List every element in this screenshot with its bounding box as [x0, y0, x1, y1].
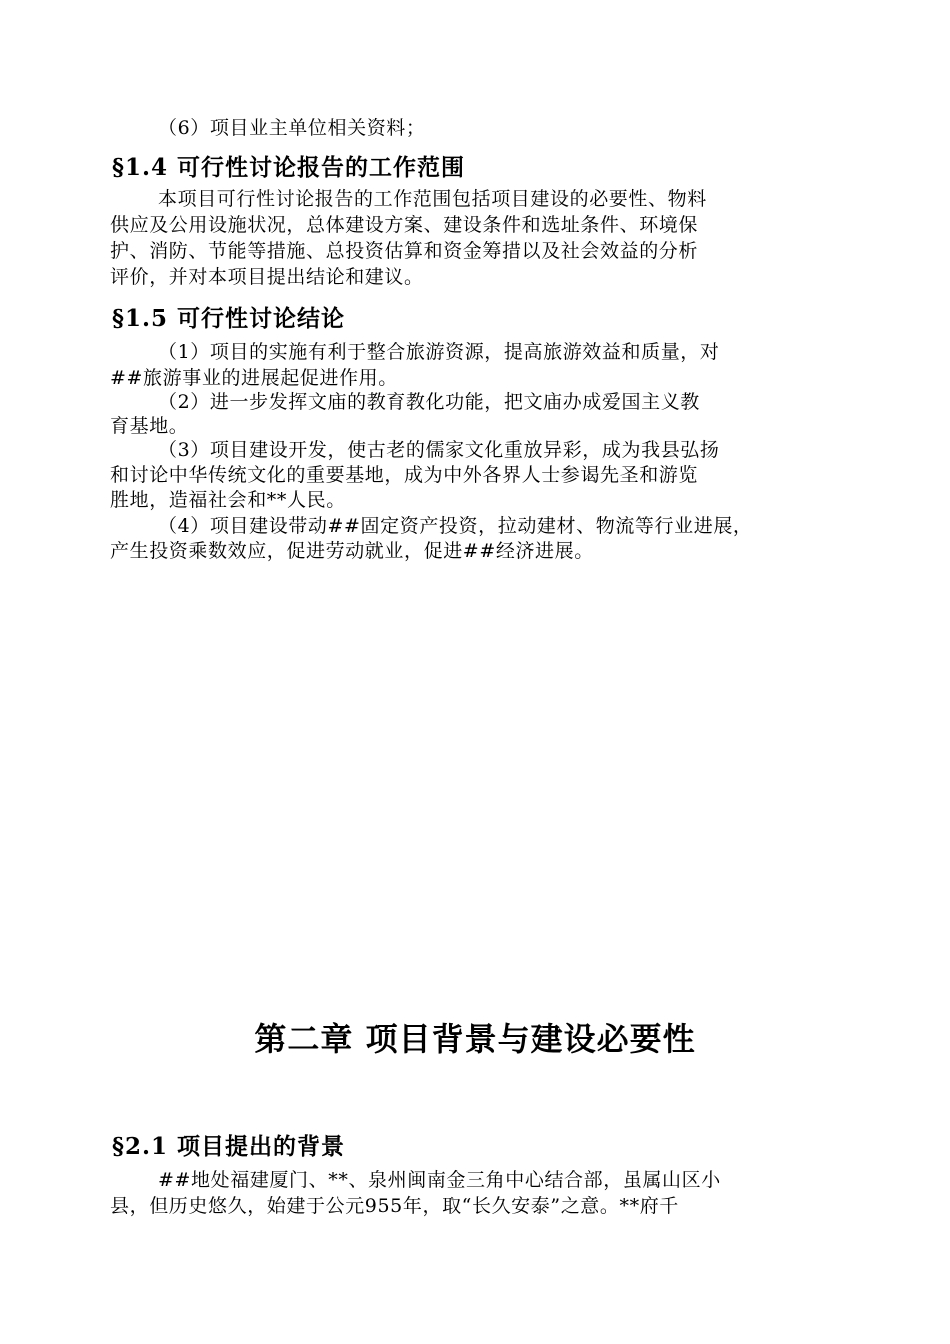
paragraph-line: （3）项目建设开发，使古老的儒家文化重放异彩，成为我县弘扬 [158, 439, 720, 461]
paragraph-line: 育基地。 [110, 415, 189, 437]
paragraph-line: 护、消防、节能等措施、总投资估算和资金筹措以及社会效益的分析 [110, 240, 699, 262]
list-item-6: （6）项目业主单位相关资料； [158, 117, 426, 139]
paragraph-line: 产生投资乘数效应，促进劳动就业，促进##经济进展。 [110, 540, 594, 562]
paragraph-line: 胜地，造福社会和**人民。 [110, 489, 346, 511]
paragraph-line: （1）项目的实施有利于整合旅游资源，提高旅游效益和质量，对 [158, 341, 720, 363]
paragraph-line: 本项目可行性讨论报告的工作范围包括项目建设的必要性、物料 [158, 188, 707, 210]
section-heading-1-5: §1.5 可行性讨论结论 [112, 305, 346, 332]
paragraph-line: 和讨论中华传统文化的重要基地，成为中外各界人士参谒先圣和游览 [110, 464, 699, 486]
paragraph-line: （2）进一步发挥文庙的教育教化功能，把文庙办成爱国主义教 [158, 391, 700, 413]
paragraph-line: 评价，并对本项目提出结论和建议。 [110, 266, 424, 288]
paragraph-line: 供应及公用设施状况，总体建设方案、建设条件和选址条件、环境保 [110, 214, 699, 236]
section-heading-2-1: §2.1 项目提出的背景 [112, 1133, 346, 1160]
paragraph-line: 县，但历史悠久，始建于公元955年，取“长久安泰”之意。**府千 [110, 1195, 679, 1217]
paragraph-line: （4）项目建设带动##固定资产投资，拉动建材、物流等行业进展， [158, 515, 753, 537]
paragraph-line: ##旅游事业的进展起促进作用。 [110, 367, 398, 389]
section-heading-1-4: §1.4 可行性讨论报告的工作范围 [112, 154, 466, 181]
paragraph-line: ##地处福建厦门、**、泉州闽南金三角中心结合部，虽属山区小 [158, 1169, 721, 1191]
chapter-title: 第二章 项目背景与建设必要性 [254, 1020, 696, 1058]
